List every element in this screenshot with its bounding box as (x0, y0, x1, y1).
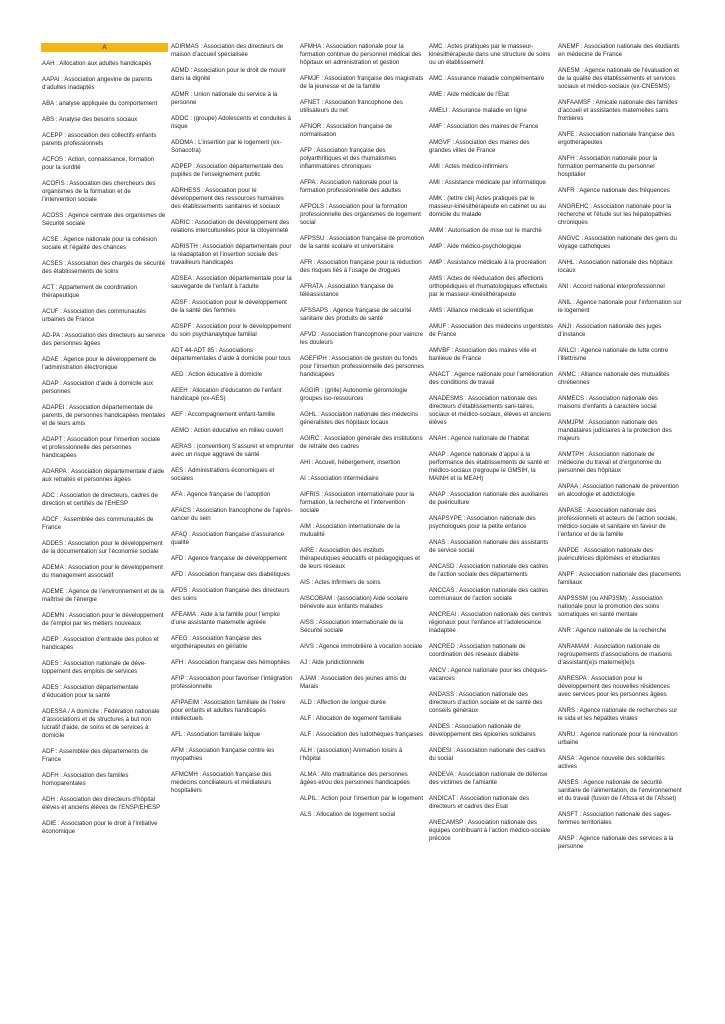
glossary-entry: AMS : Alliance médicale et scientifique (429, 307, 534, 314)
glossary-entry: AES : Administrations économiques et sociales (171, 467, 275, 482)
glossary-entry: AFR : Association française pour la réduction des risques liés à l’usage de drogues (300, 259, 422, 274)
glossary-entry: ADFH : Association des familles homoparentales (42, 772, 129, 787)
glossary-entry: AME : Aide médicale de l’Etat (429, 91, 509, 98)
glossary-entry: AFP : Association française des polyarthritiques et des rhumatismes inflammatoires chroniques (300, 147, 397, 170)
glossary-entry: ANAPSYPE : Association nationale des psychologues pour la petite enfance (429, 515, 536, 530)
glossary-entry: ADOC : (groupe) Adolescents et conduites à risque (171, 115, 291, 130)
glossary-entry: ANAH : Agence nationale de l’habitat (429, 435, 529, 442)
glossary-entry: AISCOBAM : (association) Aide scolaire bénévole aux enfants malades (300, 595, 409, 610)
glossary-entry: AMC : Actes pratiqués par le masseur-kinésithérapeute dans une structure de soins ou un établissement (429, 43, 551, 66)
glossary-entry: AMM : Autorisation de mise sur le marché (429, 227, 542, 234)
glossary-entry: AAPAI : Association angevine de parents d’adultes inadaptés (42, 76, 153, 91)
glossary-entry: AMC : Assurance maladie complémentaire (429, 75, 545, 82)
glossary-entry: AISS : Association internationale de la Sécurité sociale (300, 619, 403, 634)
glossary-entry: ALF : Association des ludothèques françaises (300, 731, 423, 738)
glossary-entry: ALF : Allocation de logement familiale (300, 715, 402, 722)
glossary-entry: ABS : Analyse des besoins sociaux (42, 116, 138, 123)
glossary-entry: ANAP : Agence nationale d’appui à la performance des établissements de santé et médico-sociaux (regroupe le GMSIH, la MAINH et la MEAH) (429, 451, 549, 482)
glossary-entry: ANFR : Agence nationale des fréquences (558, 187, 670, 194)
glossary-entry: AFPA : Association nationale pour la formation professionnelle des adultes (300, 179, 401, 194)
glossary-entry: ADAPEI : Association départementale de parents, de personnes handicapées mentales et de leurs amis (42, 404, 166, 427)
glossary-entry: ACOSS : Agence centrale des organismes de Sécurité sociale (42, 212, 166, 227)
glossary-entry: ADES : Association nationale de déve-loppement des emplois de services (42, 660, 147, 675)
glossary-entry: ADESSA / A domicile : Fédération nationale d’associations et de structures à but non lucratif d’aide, de soins et de services à domicile (42, 708, 160, 739)
glossary-entry: ADSF : Association pour le développement de la santé des femmes (171, 299, 287, 314)
glossary-entry: ANPASE : Association nationale des professionnels et acteurs de l’action sociale, médico-sociale et sanitaire en faveur de l’enfance et de la famille (558, 507, 678, 538)
glossary-entry: AHI : Accueil, hébergement, insertion (300, 459, 401, 466)
glossary-entry: ANFH : Association nationale pour la formation permanente du personnel hospitalier (558, 155, 658, 178)
glossary-entry: AED : Action éducative à domicile (171, 371, 263, 378)
glossary-entry: ADEMA : Association pour le développement du management associatif (42, 564, 163, 579)
glossary-entry: ADARPA : Association départementale d’aide aux retraités et personnes âgées (42, 468, 165, 483)
glossary-entry: ACSES : Association des chargés de sécurité des établissements de soins (42, 260, 165, 275)
glossary-entry: ANSFT : Association nationale des sages-femmes territoriales (558, 811, 672, 826)
glossary-entry: ALPIL : Action pour l’insertion par le logement (300, 795, 424, 802)
glossary-entry: ALS : Allocation de logement social (300, 811, 396, 818)
glossary-entry: AI : Association intermédiaire (300, 475, 379, 482)
glossary-entry: AD-PA : Association des directeurs au service des personnes âgées (42, 332, 166, 347)
glossary-entry: ADAP : Association d’aide à domicile aux personnes (42, 380, 153, 395)
glossary-entry: ADES : Association départementale d’éducation pour la santé (42, 684, 139, 699)
glossary-entry: ANCV : Agence nationale pour les chèques-vacances (429, 667, 548, 682)
glossary-entry: ANR : Agence nationale de la recherche (558, 627, 667, 634)
glossary-entry: AFMHA : Association nationale pour la formation continue du personnel médical des hôpitaux en administration et gestion (300, 43, 422, 66)
glossary-entry: AFNET : Association francophone des utilisateurs du net (300, 99, 403, 114)
glossary-entry: ALD : Affection de longue durée (300, 699, 386, 706)
glossary-entry: ANEMF : Association nationale des étudiants en médecine de France (558, 43, 680, 58)
glossary-entry: ANSP : Agence nationale des services à la personne (558, 835, 674, 850)
glossary-entry: AIM : Association internationale de la mutualité (300, 523, 400, 538)
glossary-entry: ANAP : Association nationale des auxiliaires de puériculture (429, 491, 549, 506)
glossary-entry: ANI : Accord national interprofessionnel (558, 283, 665, 290)
glossary-entry: AMELI : Assurance maladie en ligne (429, 107, 527, 114)
glossary-entry: ADH : Association des directeurs d’hôpital élèves et anciens élèves de l’ENSP/EHESP (42, 796, 161, 811)
glossary-entry: ACT : Appartement de coordination thérapeutique (42, 284, 138, 299)
glossary-entry: ANDESI : Association nationale des cadres du social (429, 747, 546, 762)
glossary-column-3 (299, 43, 426, 1018)
glossary-entry: ANCASD : Association nationale des cadres de l’action sociale des départements (429, 563, 549, 578)
glossary-entry: AMVBF : Association des maires ville et banlieue de France (429, 347, 537, 362)
glossary-entry: AMI : Actes médico-infirmiers (429, 163, 508, 170)
glossary-entry: AFSSAPS : Agence française de sécurité sanitaire des produits de santé (300, 307, 412, 322)
glossary-entry: AIRE : Association des instituts thérapeutiques éducatifs et pédagogiques et de leurs réseaux (300, 547, 420, 570)
glossary-entry: ANCREAI : Association nationale des centres régionaux pour l’enfance et l’adolescence inadaptée (429, 611, 552, 634)
glossary-entry: ANMECS : Association nationale des maisons d’enfants à caractère social (558, 395, 658, 410)
glossary-entry: AMK : (lettre clé) Actes pratiqués par le masseur-kinésithérapeute en cabinet ou au domicile du malade (429, 195, 546, 218)
glossary-entry: AFH : Association française des hémophiles (171, 659, 290, 666)
glossary-column-1 (41, 43, 168, 1018)
glossary-entry: ADAPT : Association pour l’insertion sociale et professionnelle des personnes handicapées (42, 436, 161, 459)
glossary-entry: AFDS : Association française des directeurs des soins (171, 587, 290, 602)
glossary-entry: ANFAAMSF : Amicale nationale des familles d’accueil et assistantes maternelles sans frontières (558, 99, 678, 122)
glossary-entry: AFD : Association française des diabétiques (171, 571, 290, 578)
glossary-entry: ANRU : Agence nationale pour la rénovation urbaine (558, 731, 678, 746)
glossary-entry: ANRESPA : Association pour le développement des nouvelles résidences avec services pour les personnes âgées (558, 675, 670, 698)
section-letter-header: A (41, 43, 168, 52)
glossary-entry: ANDASS : Association nationale des directeurs d’action sociale et de santé des conseils généraux (429, 691, 543, 714)
glossary-columns (41, 43, 682, 1018)
glossary-entry: AIS : Actes infirmiers de soins (300, 579, 381, 586)
glossary-column-5 (557, 43, 684, 1018)
glossary-entry: AGHL : Association nationale des médecins généralistes des hôpitaux locaux (300, 411, 418, 426)
glossary-entry: ANACT : Agence nationale pour l’amélioration des conditions de travail (429, 371, 553, 386)
glossary-entry: ADRIC : Association de développement des relations interculturelles pour la citoyenneté (171, 219, 290, 234)
glossary-entry: AEEH : Allocation d’éducation de l’enfant handicapé (ex-AES) (171, 387, 282, 402)
glossary-entry: AEMO : Action éducative en milieu ouvert (171, 427, 284, 434)
glossary-entry: AGGIR : (grille) Autonomie gérontologie groupes iso-ressources (300, 387, 408, 402)
glossary-entry: ADDES : Association pour le développement de la documentation sur l’économie sociale (42, 540, 163, 555)
glossary-entry: ADC : Association de directeurs, cadres de direction et certifiés de l’EHESP (42, 492, 158, 507)
glossary-entry: ALMA : Allo maltraitance des personnes âgées et/ou des personnes handicapées (300, 771, 410, 786)
glossary-entry: ADSEA : Association départementale pour la sauvegarde de l’enfant à l’adulte (171, 275, 292, 290)
glossary-entry: ANPAA : Association nationale de prévention en alcoologie et addictologie (558, 483, 679, 498)
glossary-entry: ANCRED : Association nationale de coordination des réseaux diabète (429, 643, 526, 658)
glossary-entry: AMUF : Association des médecins urgentistes de France (429, 323, 553, 338)
glossary-entry: AAH : Allocation aux adultes handicapés (42, 60, 152, 67)
glossary-entry: ADCF : Assemblée des communautés de France (42, 516, 154, 531)
glossary-entry: ADOMA : L’insertion par le logement (ex-Sonacotra) (171, 139, 282, 154)
glossary-entry: AFNOR : Association française de normalisation (300, 123, 393, 138)
glossary-entry: ANJI : Association nationale des juges d’instance (558, 323, 662, 338)
glossary-entry: ANESM : Agence nationale de l’évaluation et de la qualité des établissements et services sociaux et médico-sociaux (ex-CNESMS) (558, 67, 679, 90)
glossary-entry: ANDEVA : Association nationale de défense des victimes de l’amiante (429, 771, 548, 786)
glossary-entry: AFVD : Association francophone pour vaincre les douleurs (300, 331, 423, 346)
glossary-entry: AMP : Assistance médicale à la procréation (429, 259, 547, 266)
glossary-entry: ANMJPM : Association nationale des mandataires judiciaires à la protection des majeurs (558, 419, 672, 442)
glossary-entry: AFPSSU : Association française de promotion de la santé scolaire et universitaire (300, 235, 424, 250)
glossary-entry: ANFE : Association nationale française des ergothérapeutes (558, 131, 675, 146)
glossary-entry: AFACS : Association francophone de l’après-cancer du sein (171, 507, 293, 522)
glossary-entry: AFMCMH : Association française des médecins conciliateurs et médiateurs hospitaliers (171, 771, 272, 794)
glossary-entry: AEF : Accompagnement enfant-famille (171, 411, 275, 418)
glossary-entry: ADMD : Association pour le droit de mourir dans la dignité (171, 67, 287, 82)
glossary-entry: AGIRC : Association générale des institutions de retraite des cadres (300, 435, 423, 450)
glossary-entry: ADSPF : Association pour le développement du soin psychanalytique familial (171, 323, 291, 338)
glossary-entry: AFM : Association française contre les myopathies (171, 747, 275, 762)
glossary-entry: AFL : Association familiale laïque (171, 731, 261, 738)
glossary-entry: ACEPP : association des collectifs enfants parents professionnels (42, 132, 157, 147)
glossary-entry: ANRAMAM : Association nationale de regroupements d’associations de maisons d’assistant(e)s maternel(le)s (558, 643, 672, 666)
glossary-entry: AERAS : (convention) S’assurer et emprunter avec un risque aggravé de santé (171, 443, 294, 458)
glossary-entry: AFMJF : Association française des magistrats de la jeunesse et de la famille (300, 75, 424, 90)
glossary-entry: ANGREHC : Association nationale pour la recherche et l’étude sur les hépatopathies chroniques (558, 203, 672, 226)
glossary-entry: AIFRIS : Association internationale pour la formation, la recherche et l’intervention sociale (300, 491, 415, 514)
glossary-entry: AIVS : Agence immobilière à vocation sociale (300, 643, 423, 650)
glossary-entry: ADIRMAS : Association des directeurs de maison d’accueil spécialisée (171, 43, 284, 58)
glossary-entry: ANGVC : Association nationale des gens du voyage catholiques (558, 235, 677, 250)
glossary-entry: AFA : Agence française de l’adoption (171, 491, 271, 498)
glossary-entry: ABA : analyse appliquée du comportement (42, 100, 158, 107)
glossary-entry: ANPDE : Association nationale des puéricultrices diplômées et étudiantes (558, 547, 660, 562)
glossary-entry: AMI : Assistance médicale par informatique (429, 179, 546, 186)
glossary-entry: AJ : Aide juridictionnelle (300, 659, 365, 666)
glossary-entry: AGEFIPH : Association de gestion du fonds pour l’insertion professionnelle des personnes handicapées (300, 355, 424, 378)
glossary-entry: ANMTPH : Association nationale de médecine du travail et d’ergonomie du personnel des hôpitaux (558, 451, 662, 474)
glossary-entry: AJAM : Association des jeunes amis du Marais (300, 675, 407, 690)
glossary-entry: ADIE : Association pour le droit à l’initiative économique (42, 820, 158, 835)
glossary-entry: ANDICAT : Association nationale des directeurs et cadres des Esat (429, 795, 530, 810)
glossary-entry: ACOFIS : Association des chercheurs des organismes de la formation et de l’intervention sociale (42, 180, 156, 203)
glossary-entry: ANECAMSP : Association nationale des équipes contribuant à l’action médico-sociale précoce (429, 819, 551, 842)
glossary-entry: AFEG : Association française des ergothérapeutes en gériatrie (171, 635, 262, 650)
glossary-entry: ANRS : Agence nationale de recherches sur le sida et les hépatites virales (558, 707, 678, 722)
glossary-column-4 (428, 43, 555, 1018)
glossary-entry: ADEME : Agence de l’environnement et de la maîtrise de l’énergie (42, 588, 164, 603)
glossary-entry: AMP : Aide médico-psychologique (429, 243, 522, 250)
glossary-entry: ADRHESS : Association pour le développement des ressources humaines des établissements sanitaires et sociaux (171, 187, 284, 210)
glossary-column-2 (170, 43, 297, 1018)
glossary-entry: ANAS : Association nationale des assistants de service social (429, 539, 549, 554)
glossary-entry: ANPF : Association nationale des placements familiaux (558, 571, 681, 586)
glossary-entry: ANMC : Alliance nationale des mutualités chrétiennes (558, 371, 670, 386)
glossary-entry: ANCCAS : Association nationale des cadres communaux de l’action sociale (429, 587, 549, 602)
glossary-entry: AMGVF : Association des maires des grandes villes de France (429, 139, 530, 154)
glossary-entry: AMF : Association des maires de France (429, 123, 539, 130)
glossary-entry: ANIL : Agence nationale pour l’information sur le logement (558, 299, 682, 314)
glossary-entry: AFIP : Association pour favoriser l’intégration professionnelle (171, 675, 293, 690)
glossary-entry: ADRISTH : Association départementale pour la réadaptation et l’insertion sociale des travailleurs handicapés (171, 243, 292, 266)
glossary-entry: ANSES : Agence nationale de sécurité sanitaire de l’alimentation, de l’environnement et du travail (fusion de l’Afssa et de l’Afsset) (558, 779, 682, 802)
glossary-entry: AFAQ : Association française d’assurance qualité (171, 531, 285, 546)
glossary-entry: ADT 44-ADT 85 : Associations départementales d’aide à domicile pour tous (171, 347, 291, 362)
glossary-entry: AMS : Actes de rééducation des affections orthopédiques et rhumatologiques effectués par le masseur-kinésithérapeute (429, 275, 548, 298)
glossary-entry: ADPEP : Association départementale des pupilles de l’enseignement public (171, 163, 284, 178)
glossary-entry: AFEAMA : Aide à la famille pour l’emploi d’une assistante maternelle agréée (171, 611, 280, 626)
glossary-entry: ADEMN : Association pour le développement de l’emploi par les métiers nouveaux (42, 612, 164, 627)
glossary-entry: ADMR : Union nationale du service à la personne (171, 91, 278, 106)
glossary-entry: ANDES : Association nationale de développement des épiceries solidaires (429, 723, 536, 738)
glossary-entry: ACUF : Association des communautés urbaines de France (42, 308, 146, 323)
glossary-entry: ALH : (association) Animation loisirs à l’hôpital (300, 747, 403, 762)
glossary-entry: ADF : Assemblée des départements de France (42, 748, 149, 763)
glossary-entry: ACSE : Agence nationale pour la cohésion sociale et l’égalité des chances (42, 236, 157, 251)
glossary-entry: ANPSSSM (ou ANP3SM) : Association nationale pour la promotion des soins somatiques en santé mentale (558, 595, 663, 618)
glossary-entry: ANLCI : Agence nationale de lutte contre l’illettrisme (558, 347, 669, 362)
glossary-entry: AFRATA : Association française de téléassistance (300, 283, 394, 298)
glossary-entry: AFD : Agence française de développement (171, 555, 287, 562)
glossary-entry: ACFOS : Action, connaissance, formation pour la surdité (42, 156, 155, 171)
glossary-entry: ANSA : Agence nouvelle des solidarités actives (558, 755, 665, 770)
glossary-entry: AFIPAEIM : Association familiale de l’Isère pour enfants et adultes handicapés intellectuels (171, 699, 286, 722)
glossary-entry: AFPOLS : Association pour la formation professionnelle des organismes de logement social (300, 203, 421, 226)
glossary-entry: ANADESMS : Association nationale des directeurs d’établissements sani-taires, sociaux et médico-sociaux, élèves et anciens élèves (429, 395, 551, 426)
glossary-entry: ADAE : Agence pour le développement de l’administration électronique (42, 356, 157, 371)
glossary-entry: ANHL : Association nationale des hôpitaux locaux (558, 259, 673, 274)
glossary-entry: ADEP : Association d’entraide des polios et handicapés (42, 636, 159, 651)
